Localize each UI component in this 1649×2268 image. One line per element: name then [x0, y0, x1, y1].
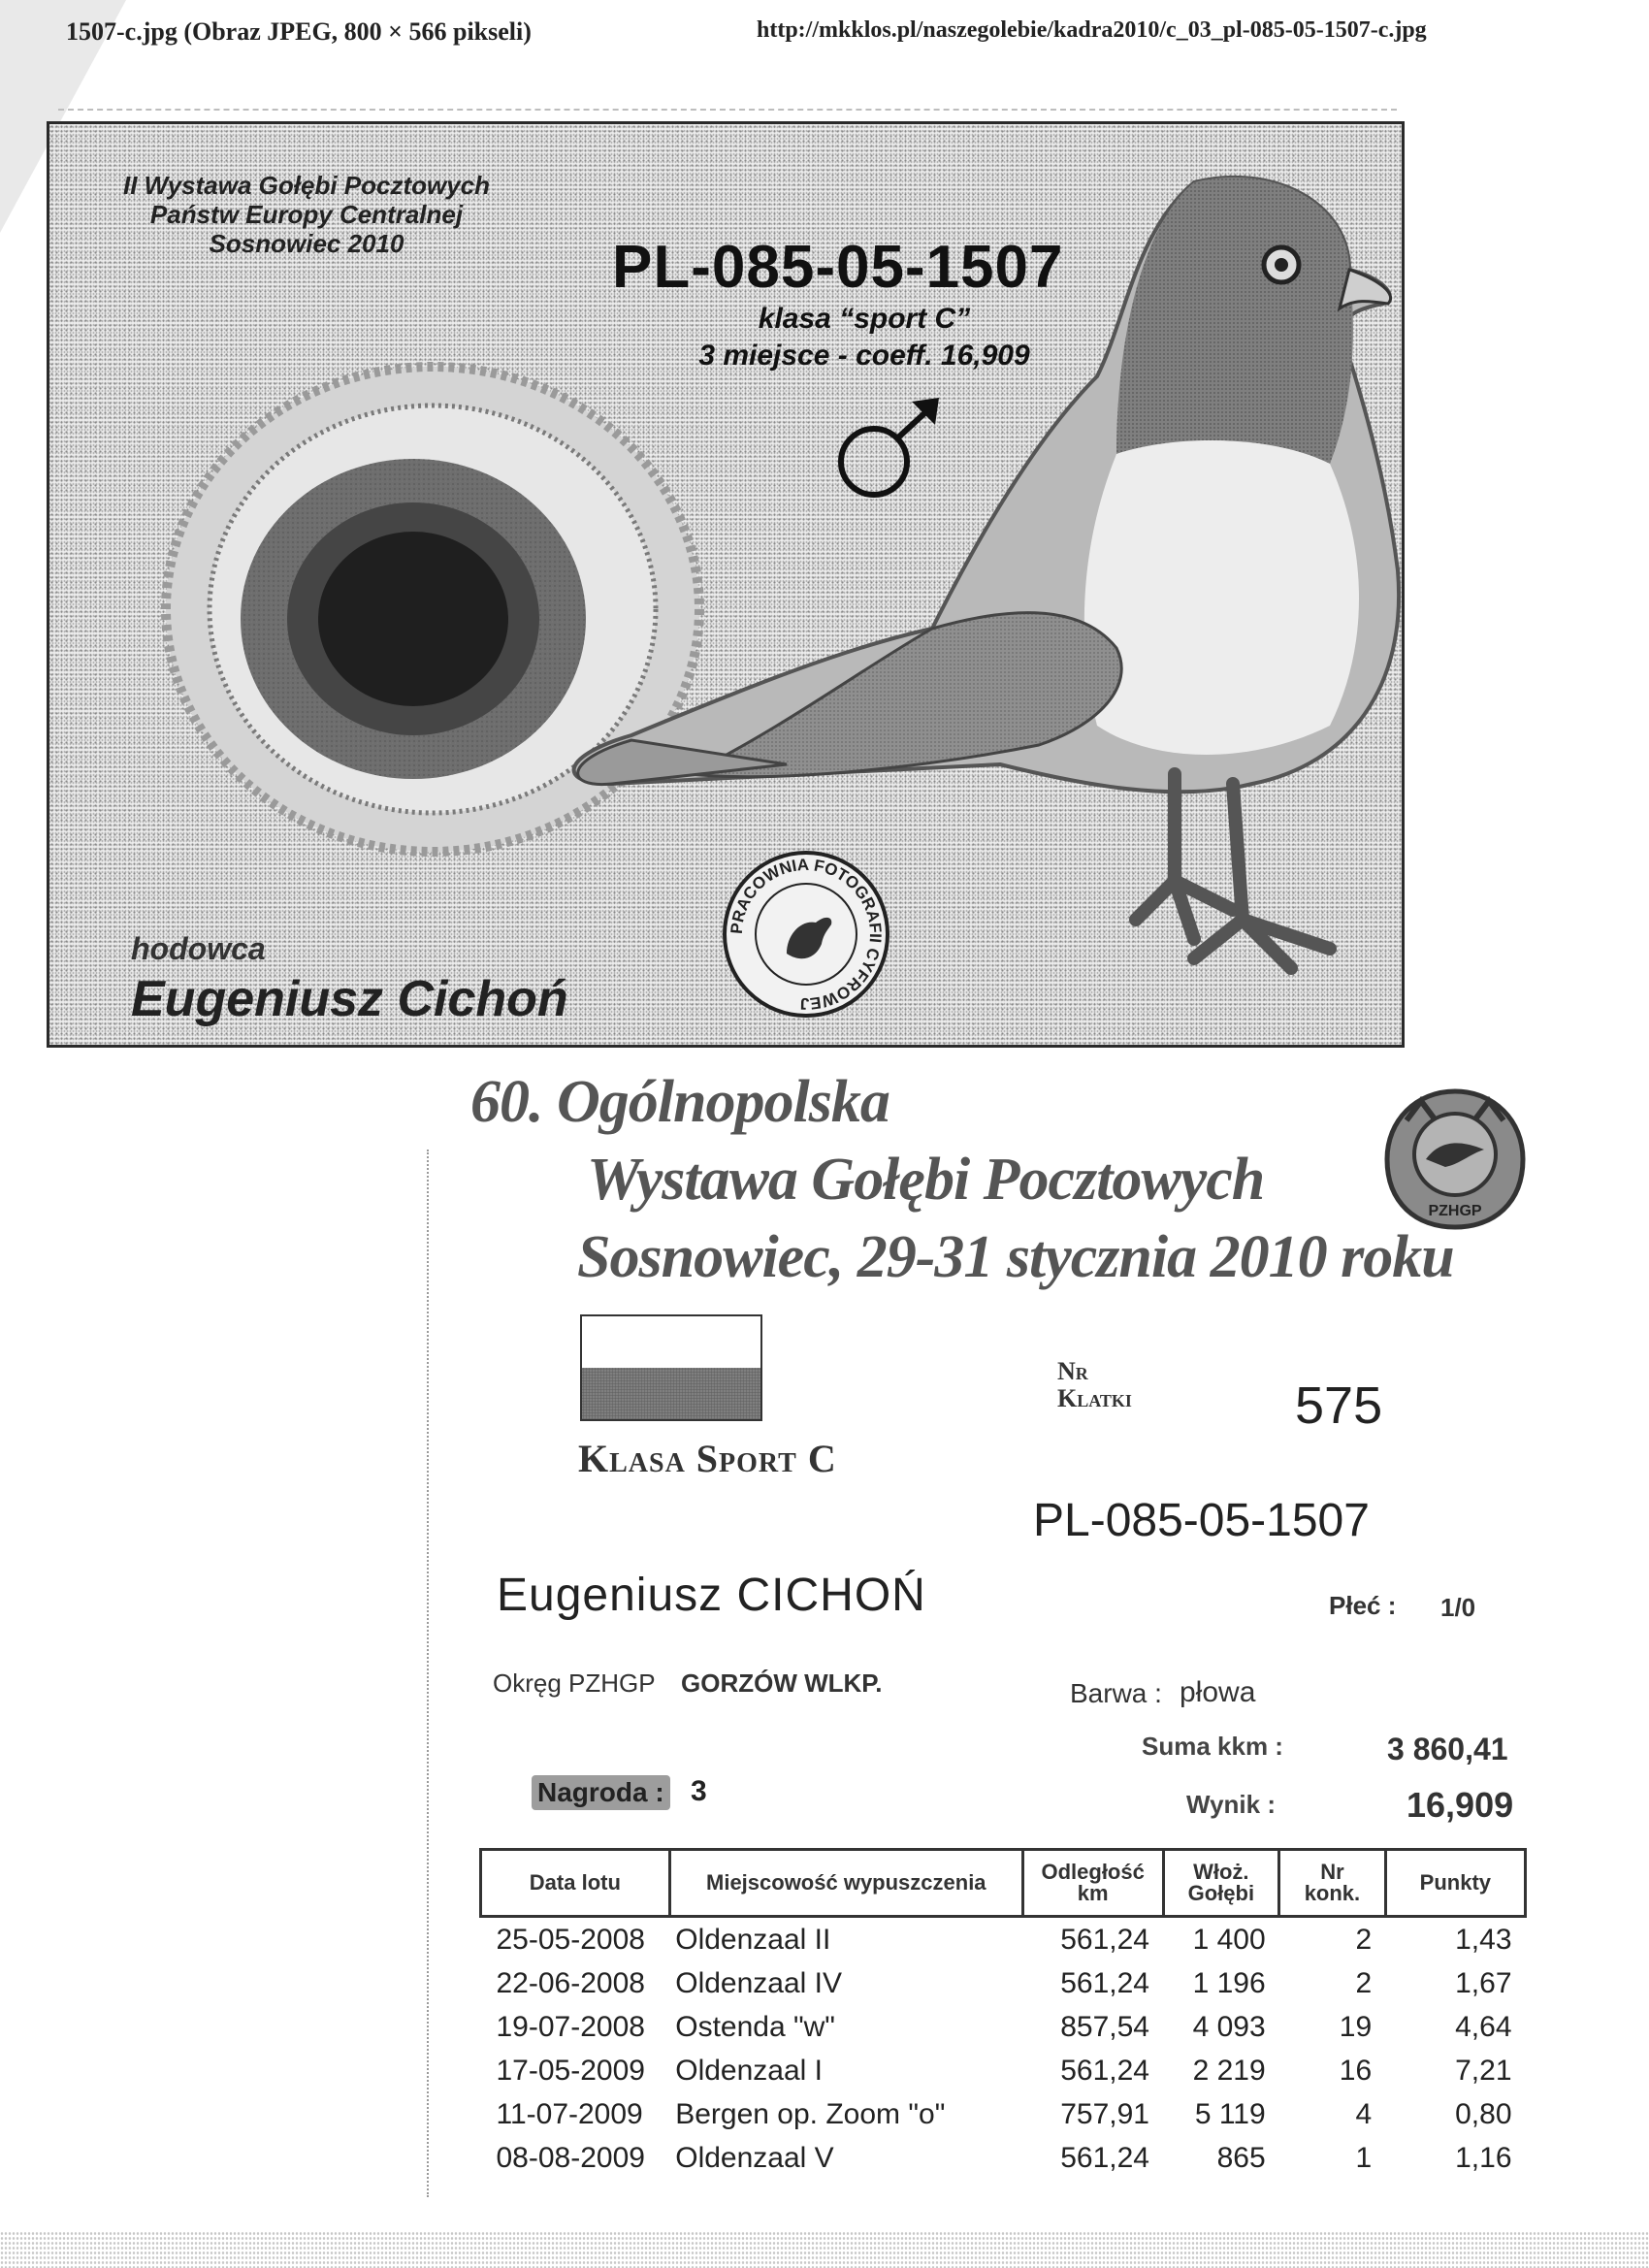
cell-points: 1,16: [1455, 2141, 1512, 2174]
show-title: [88, 171, 525, 258]
cage-label: [1057, 1358, 1132, 1412]
cell-distance: 757,91: [1060, 2097, 1149, 2130]
print-header-title: 1507-c.jpg (Obraz JPEG, 800 × 566 pikseli): [66, 17, 532, 46]
cell-distance: 561,24: [1060, 2054, 1149, 2087]
cell-distance: 561,24: [1060, 1923, 1149, 1956]
cell-place: Ostenda "w": [675, 2010, 835, 2043]
cell-rank: 19: [1339, 2010, 1373, 2043]
owner-name: Eugeniusz CICHOŃ: [497, 1570, 926, 1621]
cell-rank: 2: [1355, 1966, 1373, 1999]
show-title-line: Państw Europy Centralnej: [149, 200, 464, 229]
cell-rank: 2: [1355, 1923, 1373, 1956]
flight-results-table: [479, 1848, 1527, 2180]
print-header-url: http://mkklos.pl/naszegolebie/kadra2010/c_03_pl-085-05-1507-c.jpg: [757, 17, 1427, 43]
score-label: Wynik :: [1186, 1790, 1276, 1819]
cell-date: 17-05-2009: [496, 2054, 645, 2087]
cell-place: Bergen op. Zoom "o": [675, 2097, 946, 2130]
sheet-class-label: Klasa Sport C: [578, 1437, 837, 1480]
cell-place: Oldenzaal V: [675, 2141, 834, 2174]
cell-birds: 5 119: [1194, 2097, 1266, 2130]
table-header-row: [481, 1850, 1526, 1917]
cell-birds: 865: [1216, 2141, 1266, 2174]
table-row: [481, 1961, 1526, 2005]
cage-label-line: Klatki: [1057, 1384, 1132, 1412]
column-header-place: Miejscowość wypuszczenia: [669, 1850, 1022, 1917]
cell-date: 22-06-2008: [496, 1966, 645, 1999]
table-row: [481, 1917, 1526, 1962]
sex-label: Płeć :: [1329, 1591, 1397, 1620]
km-sum-label: Suma kkm :: [1142, 1732, 1283, 1761]
award-label: Nagroda :: [532, 1775, 670, 1810]
table-row: [481, 2049, 1526, 2092]
table-row: [481, 2005, 1526, 2049]
cell-points: 4,64: [1455, 2010, 1512, 2043]
divider: [58, 109, 1397, 111]
district-value: GORZÓW WLKP.: [681, 1669, 883, 1698]
show-title-line: Sosnowiec 2010: [209, 229, 404, 258]
table-row: [481, 2092, 1526, 2136]
column-header-rank: Nr konk.: [1279, 1850, 1386, 1917]
card-placing: 3 miejsce - coeff. 16,909: [698, 340, 1030, 372]
cell-distance: 561,24: [1060, 2141, 1149, 2174]
cell-birds: 4 093: [1192, 2010, 1266, 2043]
emblem-text: PZHGP: [1428, 1203, 1482, 1219]
color-label: Barwa :: [1070, 1678, 1162, 1708]
scan-noise: [0, 2231, 1649, 2268]
cell-date: 25-05-2008: [496, 1923, 645, 1956]
poland-flag: [580, 1314, 762, 1421]
exhibition-title-line: 60. Ogólnopolska: [470, 1069, 889, 1135]
cell-points: 1,67: [1455, 1966, 1512, 1999]
cell-points: 0,80: [1455, 2097, 1512, 2130]
km-sum-value: 3 860,41: [1387, 1732, 1508, 1766]
cell-place: Oldenzaal I: [675, 2054, 823, 2087]
cell-place: Oldenzaal IV: [675, 1966, 843, 1999]
column-header-date: Data lotu: [481, 1850, 670, 1917]
sex-value: 1/0: [1440, 1593, 1476, 1622]
cell-date: 11-07-2009: [496, 2097, 643, 2130]
card-ring-number: PL-085-05-1507: [612, 234, 1064, 301]
cell-date: 19-07-2008: [496, 2010, 645, 2043]
sheet-ring-number: PL-085-05-1507: [1033, 1495, 1370, 1546]
cell-birds: 1 400: [1192, 1923, 1266, 1956]
show-title-line: II Wystawa Gołębi Pocztowych: [122, 171, 491, 200]
stamp-text: PRACOWNIA FOTOGRAFII CYFROWEJ: [727, 855, 886, 1014]
column-header-birds: Włoż. Gołębi: [1163, 1850, 1279, 1917]
breeder-label: hodowca: [131, 931, 266, 966]
cell-place: Oldenzaal II: [675, 1923, 831, 1956]
cell-rank: 16: [1339, 2054, 1373, 2087]
breeder-name: Eugeniusz Cichoń: [131, 971, 568, 1027]
pzhgp-emblem-icon: [1377, 1082, 1533, 1237]
column-header-distance: Odległość km: [1022, 1850, 1163, 1917]
cell-distance: 561,24: [1060, 1966, 1149, 1999]
cell-birds: 2 219: [1192, 2054, 1266, 2087]
cell-rank: 1: [1355, 2141, 1373, 2174]
male-symbol-icon: [830, 396, 947, 502]
cage-label-line: Nr: [1057, 1357, 1088, 1385]
cell-points: 7,21: [1455, 2054, 1512, 2087]
photo-studio-stamp: [719, 847, 893, 1021]
color-value: płowa: [1180, 1676, 1256, 1708]
table-row: [481, 2136, 1526, 2180]
cell-birds: 1 196: [1192, 1966, 1266, 1999]
exhibition-title-line: Wystawa Gołębi Pocztowych: [587, 1147, 1265, 1213]
cage-number: 575: [1295, 1377, 1383, 1435]
column-header-points: Punkty: [1385, 1850, 1525, 1917]
cell-date: 08-08-2009: [496, 2141, 645, 2174]
exhibition-title-line: Sosnowiec, 29-31 stycznia 2010 roku: [577, 1224, 1454, 1290]
card-class: klasa “sport C”: [758, 303, 971, 335]
show-card: [47, 121, 1405, 1048]
score-value: 16,909: [1406, 1785, 1514, 1825]
sheet-border: [427, 1150, 429, 2197]
award-value: 3: [691, 1775, 707, 1807]
cell-distance: 857,54: [1060, 2010, 1149, 2043]
district-label: Okręg PZHGP: [493, 1669, 656, 1698]
cell-points: 1,43: [1455, 1923, 1512, 1956]
cell-rank: 4: [1355, 2097, 1373, 2130]
